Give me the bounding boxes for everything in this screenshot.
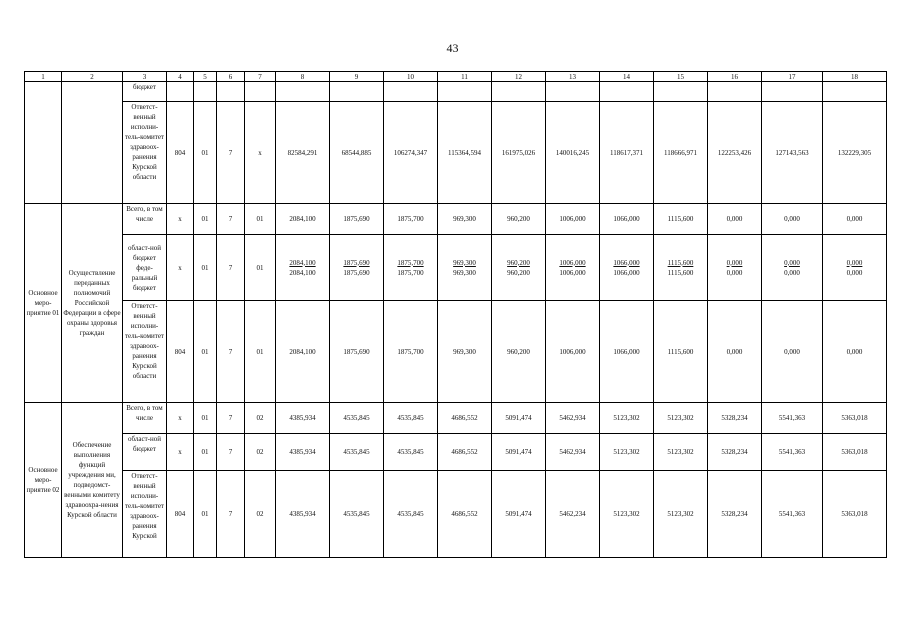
value-cell: 132229,305 — [823, 102, 887, 204]
value-cell: 5123,302 — [654, 434, 708, 471]
value-cell: 0,000 — [708, 301, 762, 403]
code-cell-c7: 01 — [245, 301, 276, 403]
value-cell: 1066,000 — [600, 301, 654, 403]
column-header-6: 6 — [217, 72, 245, 82]
table-row — [25, 434, 887, 471]
value-cell: 5462,234 — [546, 471, 600, 558]
value-cell: 2084,100 — [276, 204, 330, 235]
value-cell — [384, 235, 438, 301]
federal-value: 0,000 — [726, 268, 743, 277]
code-cell-c7: 02 — [245, 434, 276, 471]
value-cell: 161975,026 — [492, 102, 546, 204]
table-row — [25, 204, 887, 235]
source-cell: бюджет — [123, 82, 167, 102]
federal-value: 2084,100 — [289, 268, 316, 277]
federal-value: 0,000 — [846, 268, 863, 277]
value-cell: 5462,934 — [546, 434, 600, 471]
code-cell-c4: 804 — [167, 301, 194, 403]
value-cell: 1115,600 — [654, 204, 708, 235]
federal-value: 960,200 — [507, 268, 530, 277]
cell-c1 — [25, 82, 62, 204]
value-cell: 5363,018 — [823, 434, 887, 471]
empty-cell — [330, 82, 384, 102]
value-cell: 5328,234 — [708, 434, 762, 471]
regional-value: 0,000 — [726, 258, 743, 267]
table-row — [25, 102, 887, 204]
event-description: Осуществление переданных полномочий Российской Федерации в сфере охраны здоровья граждан — [62, 204, 123, 403]
event-name: Основное меро-приятие 01 — [25, 204, 62, 403]
code-cell-c4: 804 — [167, 471, 194, 558]
code-cell-c4: х — [167, 204, 194, 235]
value-cell: 5091,474 — [492, 403, 546, 434]
federal-value: 1875,700 — [397, 268, 424, 277]
column-header-5: 5 — [194, 72, 217, 82]
code-cell-c4: х — [167, 235, 194, 301]
value-cell: 1875,700 — [384, 301, 438, 403]
column-header-7: 7 — [245, 72, 276, 82]
table-row — [25, 471, 887, 558]
regional-value: 2084,100 — [289, 258, 316, 267]
column-header-9: 9 — [330, 72, 384, 82]
value-cell: 1006,000 — [546, 204, 600, 235]
code-cell-c7: х — [245, 102, 276, 204]
value-cell: 1875,700 — [384, 204, 438, 235]
source-cell: Всего, в том числе — [123, 403, 167, 434]
value-cell — [438, 235, 492, 301]
empty-cell — [546, 82, 600, 102]
value-cell: 5541,363 — [762, 471, 823, 558]
value-cell: 4385,934 — [276, 434, 330, 471]
value-cell: 2084,100 — [276, 301, 330, 403]
code-cell-c6: 7 — [217, 235, 245, 301]
value-cell: 4385,934 — [276, 403, 330, 434]
source-cell: Всего, в том числе — [123, 204, 167, 235]
code-cell-c7: 02 — [245, 403, 276, 434]
code-cell-c5: 01 — [194, 102, 217, 204]
value-cell: 969,300 — [438, 301, 492, 403]
value-cell — [546, 235, 600, 301]
empty-cell — [654, 82, 708, 102]
table-row — [25, 82, 887, 102]
regional-value: 1006,000 — [559, 258, 586, 267]
empty-cell — [600, 82, 654, 102]
federal-value: 969,300 — [453, 268, 476, 277]
value-cell — [492, 235, 546, 301]
value-cell — [654, 235, 708, 301]
regional-value: 960,200 — [507, 258, 530, 267]
value-cell: 960,200 — [492, 204, 546, 235]
code-cell-c4: 804 — [167, 102, 194, 204]
empty-cell — [167, 82, 194, 102]
code-cell-c5: 01 — [194, 301, 217, 403]
code-cell-c6: 7 — [217, 204, 245, 235]
header-row — [25, 72, 887, 82]
empty-cell — [438, 82, 492, 102]
value-cell: 4535,845 — [330, 471, 384, 558]
value-cell: 118666,971 — [654, 102, 708, 204]
source-cell: Ответст-венный исполни-тель-комитет здравоох-ранения Курской области — [123, 102, 167, 204]
value-cell: 1066,000 — [600, 204, 654, 235]
table-row — [25, 403, 887, 434]
federal-value: 1875,690 — [343, 268, 370, 277]
source-label: област-ной бюджет феде-ральный бюджет — [128, 243, 161, 292]
value-cell: 118617,371 — [600, 102, 654, 204]
value-cell: 5091,474 — [492, 434, 546, 471]
value-cell: 4535,845 — [384, 403, 438, 434]
column-header-3: 3 — [123, 72, 167, 82]
value-cell — [762, 235, 823, 301]
code-cell-c5: 01 — [194, 403, 217, 434]
value-cell: 969,300 — [438, 204, 492, 235]
value-cell: 0,000 — [708, 204, 762, 235]
value-cell: 5328,234 — [708, 471, 762, 558]
column-header-1: 1 — [25, 72, 62, 82]
value-cell — [276, 235, 330, 301]
value-cell: 1006,000 — [546, 301, 600, 403]
value-cell: 1875,690 — [330, 204, 384, 235]
empty-cell — [245, 82, 276, 102]
value-cell: 115364,594 — [438, 102, 492, 204]
column-header-8: 8 — [276, 72, 330, 82]
table-row — [25, 235, 887, 301]
empty-cell — [823, 82, 887, 102]
empty-cell — [762, 82, 823, 102]
empty-cell — [217, 82, 245, 102]
value-cell — [600, 235, 654, 301]
regional-value: 0,000 — [784, 258, 800, 267]
table-row — [25, 301, 887, 403]
column-header-12: 12 — [492, 72, 546, 82]
page-number: 43 — [446, 41, 459, 55]
value-cell: 960,200 — [492, 301, 546, 403]
code-cell-c7: 01 — [245, 235, 276, 301]
value-cell: 5328,234 — [708, 403, 762, 434]
value-cell: 4535,845 — [330, 434, 384, 471]
value-cell: 5541,363 — [762, 434, 823, 471]
value-cell: 4686,552 — [438, 471, 492, 558]
source-cell: Ответст-венный исполни-тель-комитет здравоох-ранения Курской — [123, 471, 167, 558]
value-cell: 5363,018 — [823, 471, 887, 558]
value-cell: 5091,474 — [492, 471, 546, 558]
regional-value: 969,300 — [453, 258, 476, 267]
regional-value: 0,000 — [846, 258, 863, 267]
column-header-10: 10 — [384, 72, 438, 82]
value-cell: 1875,690 — [330, 301, 384, 403]
value-cell: 5123,302 — [600, 471, 654, 558]
value-cell: 5123,302 — [600, 403, 654, 434]
federal-value: 1115,600 — [667, 268, 694, 277]
code-cell-c6: 7 — [217, 471, 245, 558]
event-name: Основное меро-приятие 02 — [25, 403, 62, 558]
code-cell-c5: 01 — [194, 434, 217, 471]
value-cell: 0,000 — [823, 301, 887, 403]
code-cell-c5: 01 — [194, 471, 217, 558]
column-header-11: 11 — [438, 72, 492, 82]
column-header-4: 4 — [167, 72, 194, 82]
code-cell-c5: 01 — [194, 235, 217, 301]
value-cell: 4686,552 — [438, 403, 492, 434]
value-cell: 82584,291 — [276, 102, 330, 204]
value-cell: 5123,302 — [654, 403, 708, 434]
code-cell-c4: х — [167, 434, 194, 471]
value-cell: 5363,018 — [823, 403, 887, 434]
code-cell-c4: х — [167, 403, 194, 434]
regional-value: 1875,690 — [343, 258, 370, 267]
regional-value: 1875,700 — [397, 258, 424, 267]
empty-cell — [384, 82, 438, 102]
empty-cell — [276, 82, 330, 102]
value-cell: 0,000 — [823, 204, 887, 235]
value-cell: 106274,347 — [384, 102, 438, 204]
value-cell: 4535,845 — [330, 403, 384, 434]
code-cell-c6: 7 — [217, 403, 245, 434]
value-cell — [708, 235, 762, 301]
value-cell: 4385,934 — [276, 471, 330, 558]
federal-value: 1066,000 — [613, 268, 640, 277]
value-cell: 5123,302 — [654, 471, 708, 558]
value-cell: 68544,885 — [330, 102, 384, 204]
value-cell: 0,000 — [762, 204, 823, 235]
source-cell: Ответст-венный исполни-тель-комитет здравоох-ранения Курской области — [123, 301, 167, 403]
value-cell: 122253,426 — [708, 102, 762, 204]
value-cell: 5462,934 — [546, 403, 600, 434]
value-cell — [823, 235, 887, 301]
empty-cell — [492, 82, 546, 102]
column-header-14: 14 — [600, 72, 654, 82]
value-cell: 4535,845 — [384, 471, 438, 558]
column-header-15: 15 — [654, 72, 708, 82]
source-cell — [123, 235, 167, 301]
budget-table — [24, 71, 887, 558]
code-cell-c7: 02 — [245, 471, 276, 558]
column-header-13: 13 — [546, 72, 600, 82]
column-header-16: 16 — [708, 72, 762, 82]
code-cell-c6: 7 — [217, 102, 245, 204]
source-cell: област-ной бюджет — [123, 434, 167, 471]
value-cell: 5541,363 — [762, 403, 823, 434]
regional-value: 1115,600 — [667, 258, 694, 267]
empty-cell — [194, 82, 217, 102]
event-description: Обеспечение выполнения функций учреждения ми, подведомст-венными комитету здравоохра-нения Курской области — [62, 403, 123, 558]
value-cell: 5123,302 — [600, 434, 654, 471]
federal-value: 1006,000 — [559, 268, 586, 277]
regional-value: 1066,000 — [613, 258, 640, 267]
value-cell — [330, 235, 384, 301]
value-cell: 127143,563 — [762, 102, 823, 204]
empty-cell — [708, 82, 762, 102]
code-cell-c6: 7 — [217, 301, 245, 403]
code-cell-c5: 01 — [194, 204, 217, 235]
value-cell: 1115,600 — [654, 301, 708, 403]
value-cell: 0,000 — [762, 301, 823, 403]
federal-value: 0,000 — [784, 268, 800, 277]
column-header-17: 17 — [762, 72, 823, 82]
code-cell-c7: 01 — [245, 204, 276, 235]
code-cell-c6: 7 — [217, 434, 245, 471]
cell-c2 — [62, 82, 123, 204]
value-cell: 4535,845 — [384, 434, 438, 471]
value-cell: 140016,245 — [546, 102, 600, 204]
value-cell: 4686,552 — [438, 434, 492, 471]
column-header-18: 18 — [823, 72, 887, 82]
column-header-2: 2 — [62, 72, 123, 82]
